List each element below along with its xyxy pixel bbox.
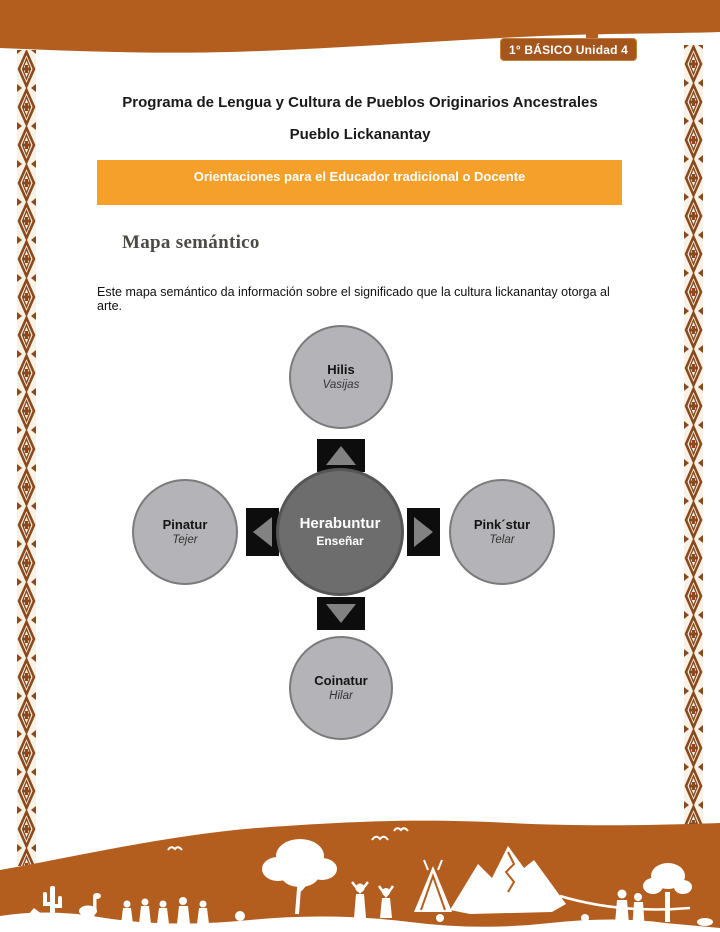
diagram-node-coinatur: [289, 636, 393, 740]
section-description: Este mapa semántico da información sobre el significado que la cultura lickanantay otorga al arte.: [97, 285, 610, 313]
diagram-node-center-herabuntur: [276, 468, 404, 596]
diagram-node-pinatur: [132, 479, 238, 585]
node-term: Coinatur: [314, 672, 368, 688]
node-term: Pink´stur: [473, 516, 531, 532]
node-translation: Vasijas: [322, 378, 360, 391]
diagram-node-hilis: [289, 325, 393, 429]
arrow-down-icon: [317, 597, 365, 630]
diagram-node-pinkstur: [449, 479, 555, 585]
andean-pattern-border-left: [17, 50, 36, 866]
node-translation: Tejer: [172, 533, 198, 546]
arrow-right-icon: [407, 508, 440, 556]
node-translation: Enseñar: [316, 533, 364, 548]
arrow-left-icon: [246, 508, 279, 556]
node-term: Pinatur: [162, 516, 208, 532]
pueblo-subtitle: Pueblo Lickanantay: [289, 126, 431, 143]
unit-badge: [500, 38, 637, 61]
orientation-banner-label: Orientaciones para el Educador tradicional o Docente: [193, 169, 526, 184]
unit-badge-label: 1° BÁSICO Unidad 4: [508, 42, 629, 57]
footer-illustration: [0, 812, 720, 932]
node-translation: Telar: [489, 533, 515, 546]
node-term: Herabuntur: [299, 515, 381, 533]
orientation-banner: [97, 160, 622, 205]
node-translation: Hilar: [329, 689, 353, 702]
node-term: Hilis: [327, 361, 355, 377]
andean-pattern-border-right: [684, 45, 703, 825]
section-title: Mapa semántico: [122, 232, 260, 253]
program-title: Programa de Lengua y Cultura de Pueblos Originarios Ancestrales: [122, 94, 598, 111]
